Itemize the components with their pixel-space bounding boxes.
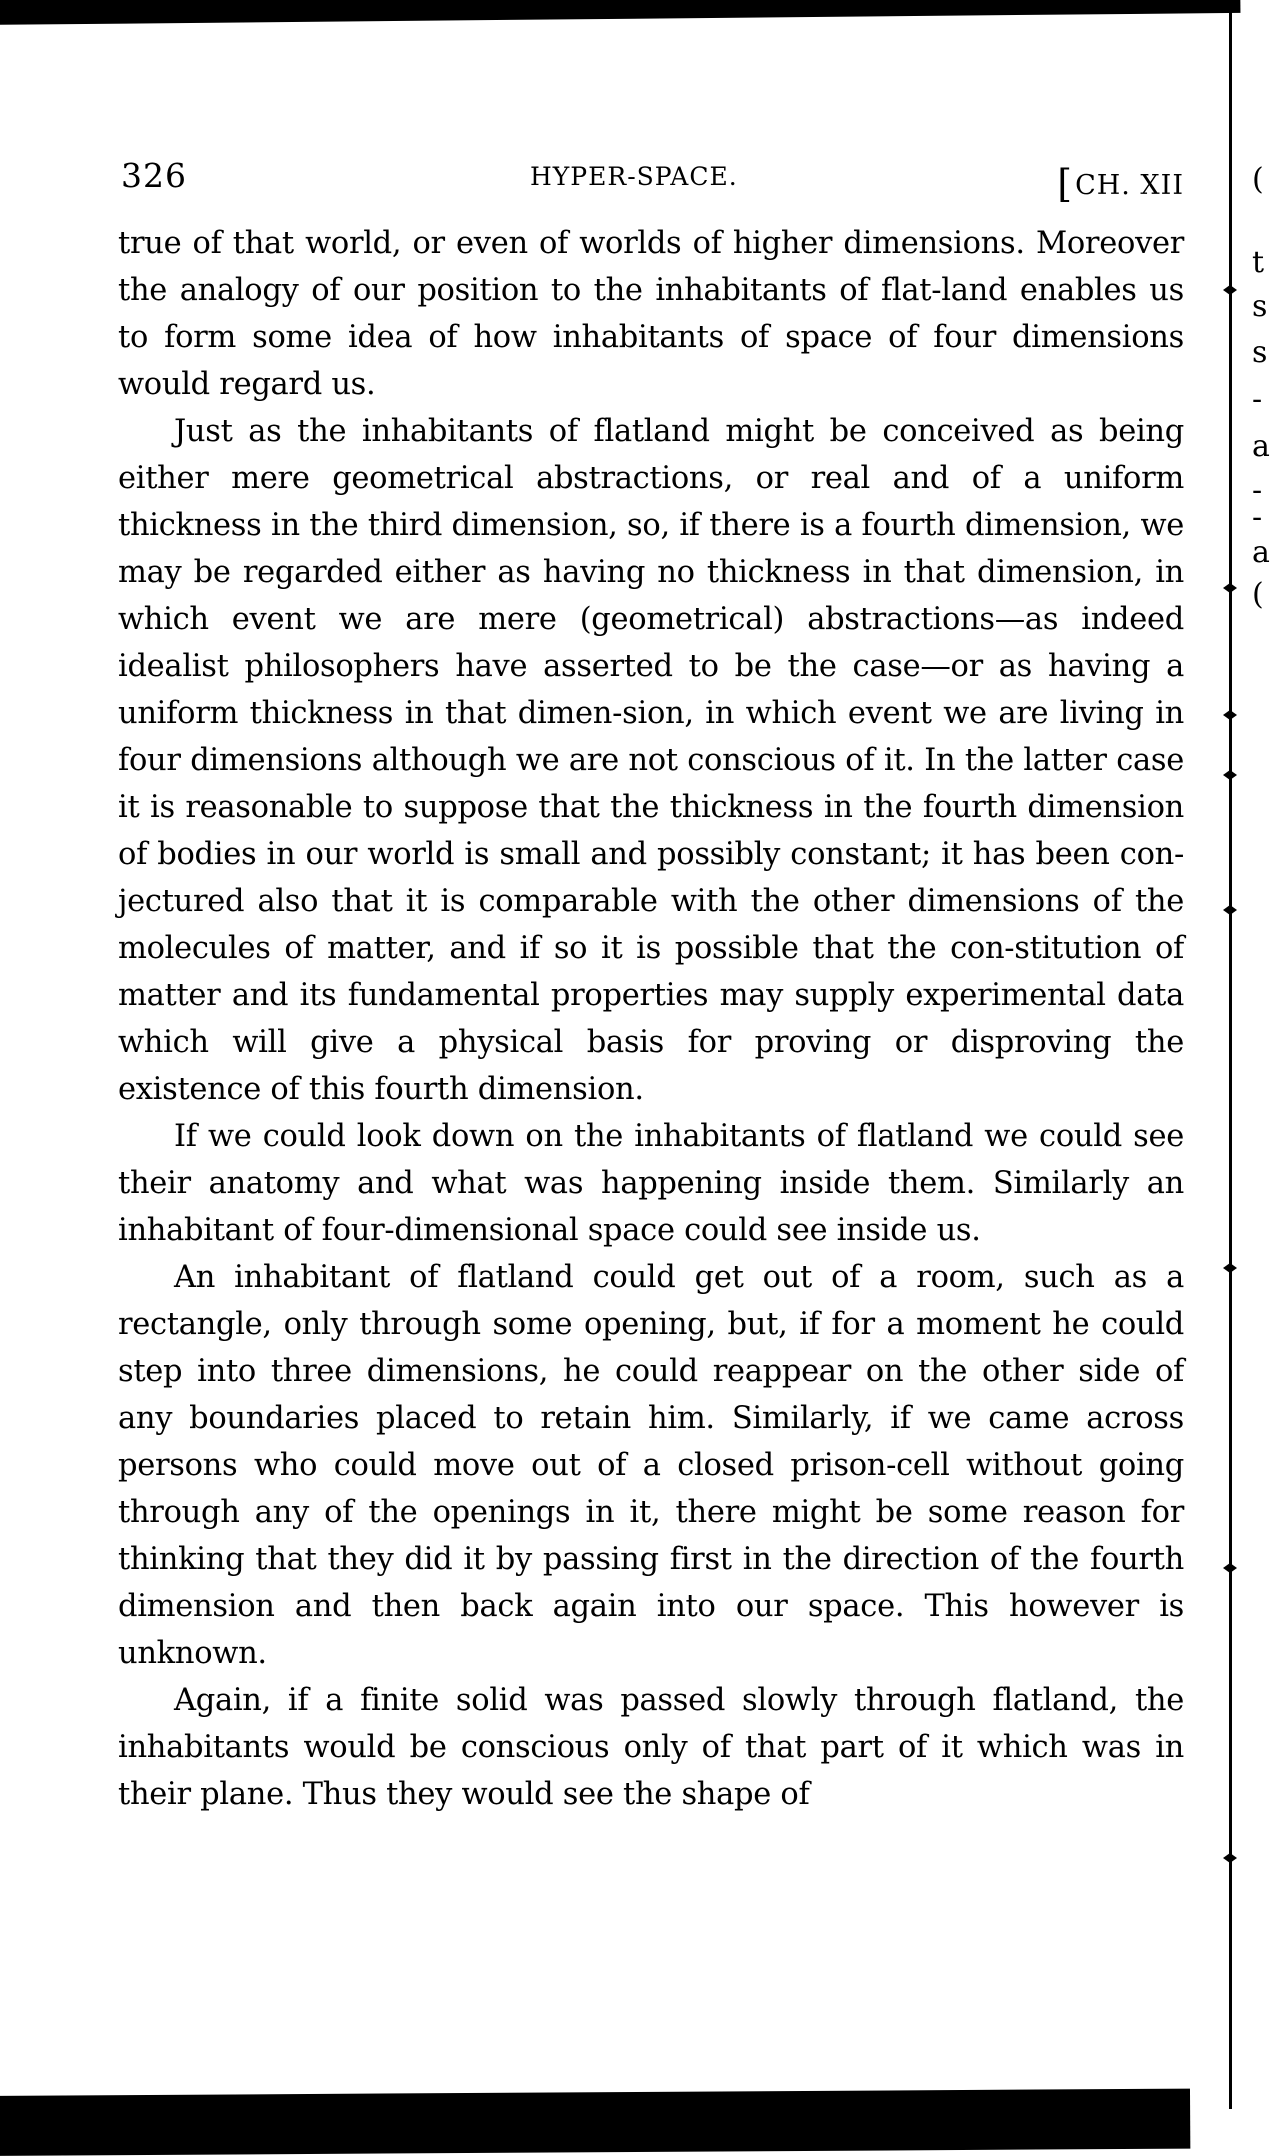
chapter-reference (1057, 159, 1184, 206)
neighbor-glyph: - (1252, 382, 1263, 417)
gutter-mark (1223, 770, 1237, 780)
neighbor-glyph: s (1252, 289, 1268, 324)
gutter-mark (1223, 1563, 1237, 1573)
running-head (118, 150, 1184, 206)
neighbor-glyph: - (1252, 500, 1263, 535)
gutter-mark (1223, 905, 1237, 915)
neighbor-glyph: - (1252, 473, 1263, 508)
paragraph: Just as the inhabitants of flatland might be conceived as being either mere geometrical abstractions, or real and of a uniform thickness in the third dimension, so, if there is a fourth dimension, we may be regarded either as having no thickness in that dimension, in which event we are mere (geometrical) abstractions—as indeed idealist philosophers have asserted to be the case—or as having a uniform thickness in that dimen-sion, in which event we are living in four dimensions although we are not conscious of it. In the latter case it is reasonable to suppose that the thickness in the fourth dimension of bodies in our world is small and possibly constant; it has been con-jectured also that it is comparable with the other dimensions of the molecules of matter, and if so it is possible that the con-stitution of matter and its fundamental properties may supply experimental data which will give a physical basis for proving or disproving the existence of this fourth dimension. (118, 414, 1184, 1107)
chapter-bracket: [ (1057, 162, 1074, 206)
neighbor-glyph: s (1252, 335, 1268, 370)
page-number: 326 (121, 156, 187, 195)
neighbor-glyph: a (1252, 535, 1270, 570)
gutter-mark (1223, 1853, 1237, 1863)
gutter-mark (1223, 710, 1237, 720)
body-text (118, 220, 1184, 1818)
gutter-mark (1223, 583, 1237, 593)
paragraph: Again, if a finite solid was passed slowly through flatland, the inhabitants would be conscious only of that part of it which was in their plane. Thus they would see the shape of (118, 1683, 1184, 1812)
neighbor-glyph: ( (1252, 162, 1264, 197)
gutter-mark (1223, 1263, 1237, 1273)
neighbor-glyph: t (1252, 245, 1265, 280)
chapter-label: CH. XII (1075, 170, 1184, 201)
running-title: HYPER-SPACE. (530, 162, 738, 191)
neighbor-page-edge (1252, 0, 1273, 2109)
neighbor-glyph: ( (1252, 577, 1264, 612)
binding-gutter-line (1229, 0, 1232, 2109)
scan-border-bottom (0, 2089, 1190, 2156)
paragraph: An inhabitant of flatland could get out of a room, such as a rectangle, only through some opening, but, if for a moment he could step into three dimensions, he could reappear on the other side of any boundaries placed to retain him. Similarly, if we came across persons who could move out of a closed prison-cell without going through any of the openings in it, there might be some reason for thinking that they did it by passing first in the direction of the fourth dimension and then back again into our space. This however is unknown. (118, 1260, 1184, 1671)
neighbor-glyph: a (1252, 429, 1270, 464)
book-page (118, 150, 1184, 1818)
paragraph: If we could look down on the inhabitants of flatland we could see their anatomy and what was happening inside them. Similarly an inhabitant of four-dimensional space could see inside us. (118, 1119, 1184, 1248)
gutter-mark (1223, 285, 1237, 295)
scan-border-top (0, 0, 1240, 25)
paragraph: true of that world, or even of worlds of higher dimensions. Moreover the analogy of our position to the inhabitants of flat-land enables us to form some idea of how inhabitants of space of four dimensions would regard us. (118, 226, 1184, 402)
